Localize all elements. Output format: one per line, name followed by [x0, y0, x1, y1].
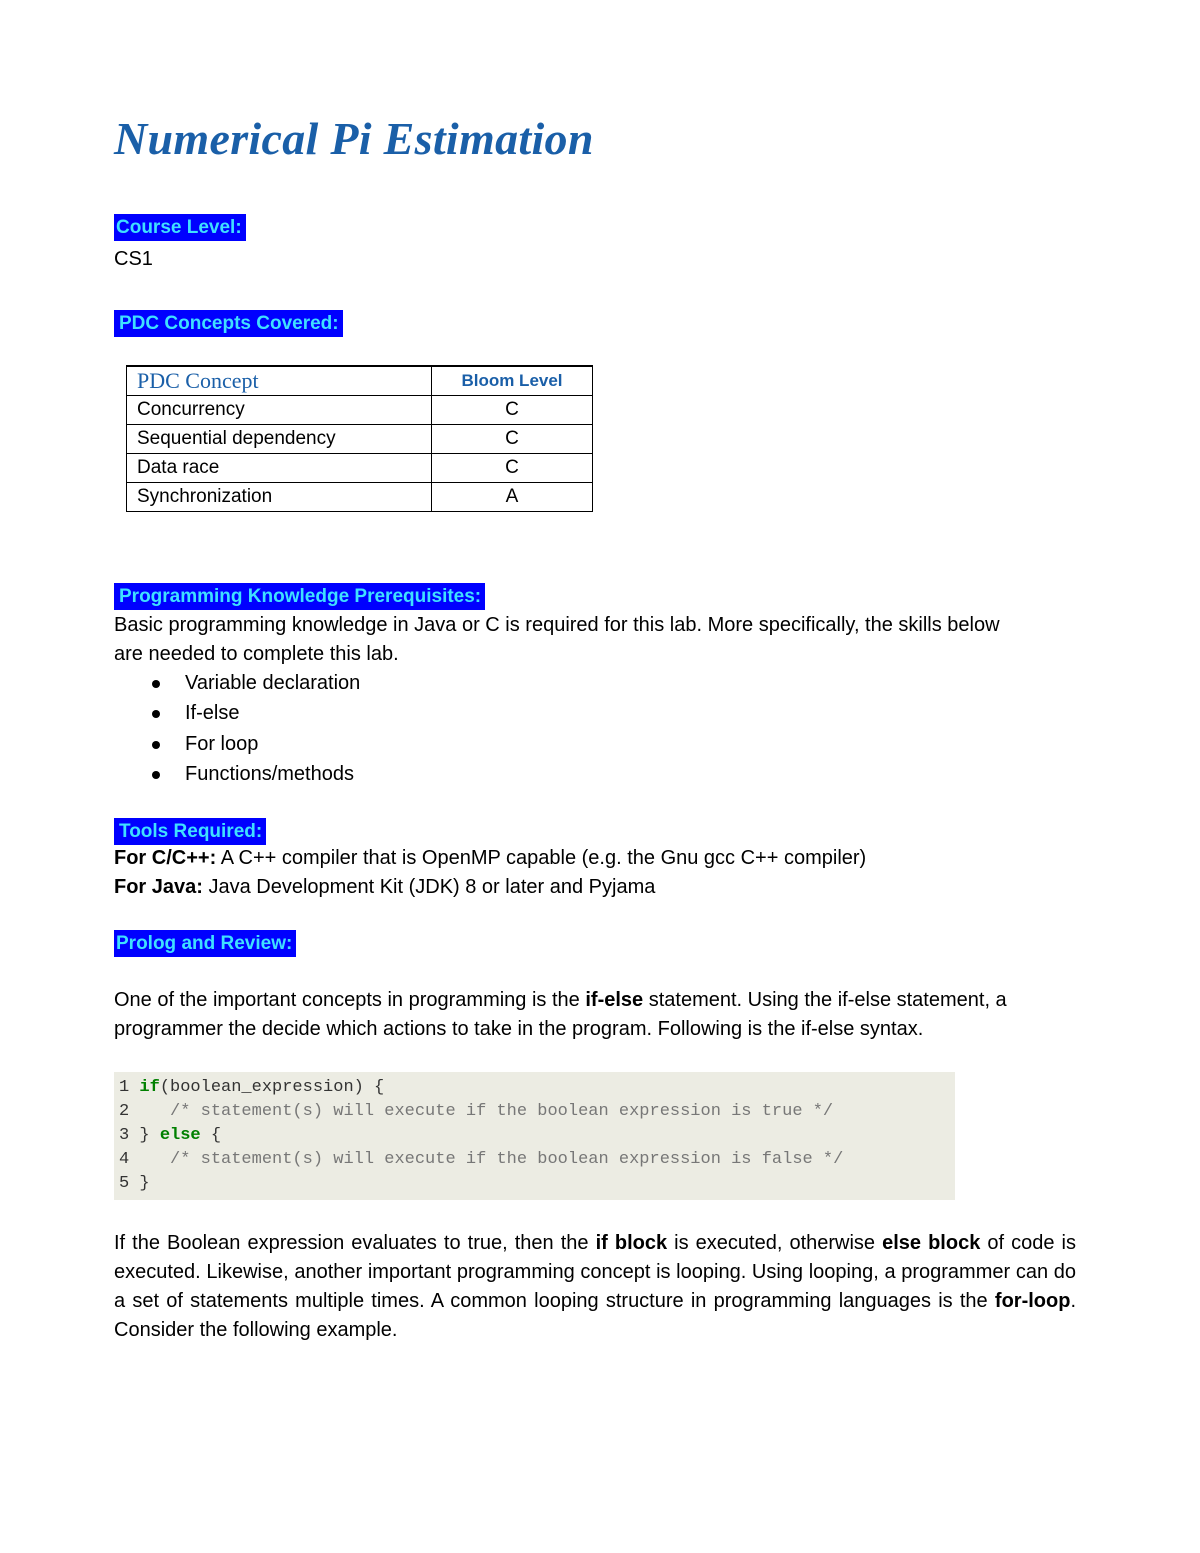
tools-c-label: For C/C++: [114, 847, 217, 869]
column-header-concept: PDC Concept [127, 366, 432, 396]
bloom-cell: C [432, 396, 593, 425]
p1-text-a: One of the important concepts in programming is the [114, 989, 586, 1011]
code-line: 2 /* statement(s) will execute if the boolean expression is true */ [119, 1102, 834, 1121]
skills-list [114, 668, 360, 789]
prolog-paragraph-1 [114, 986, 1076, 1044]
tools-list [114, 844, 866, 902]
list-item-label: Variable declaration [185, 672, 361, 694]
tools-java-line [114, 873, 866, 902]
tools-java-text: Java Development Kit (JDK) 8 or later and Pyjama [202, 876, 656, 898]
bloom-cell: A [432, 483, 593, 512]
prereq-line-2: are needed to complete this lab. [114, 643, 399, 665]
table-row [127, 396, 593, 425]
concept-cell: Data race [127, 454, 432, 483]
tools-c-line [114, 844, 866, 873]
p2-text-else-block: else block [882, 1232, 981, 1254]
list-item [114, 668, 360, 698]
pdc-heading: PDC Concepts Covered: [114, 310, 343, 337]
prereq-heading: Programming Knowledge Prerequisites: [114, 583, 485, 610]
code-line: 3 } else { [119, 1126, 222, 1145]
bullet-icon [152, 771, 160, 779]
list-item-label: If-else [185, 702, 240, 725]
course-level-heading: Course Level: [114, 214, 246, 241]
list-item [114, 698, 360, 728]
table-row [127, 425, 593, 454]
concept-cell: Synchronization [127, 483, 432, 512]
code-line: 1 if(boolean_expression) { [119, 1078, 385, 1097]
concept-cell: Concurrency [127, 396, 432, 425]
prereq-line-1: Basic programming knowledge in Java or C is required for this lab. More specifically, the skills below [114, 614, 1000, 636]
table-header-row [127, 366, 593, 396]
bloom-cell: C [432, 425, 593, 454]
list-item-label: For loop [185, 732, 259, 755]
pdc-concepts-table [126, 365, 593, 512]
code-block [114, 1072, 955, 1200]
code-line: 5 } [119, 1174, 150, 1193]
concept-cell: Sequential dependency [127, 425, 432, 454]
tools-c-text: A C++ compiler that is OpenMP capable (e.g. the Gnu gcc C++ compiler) [216, 847, 867, 869]
column-header-bloom: Bloom Level [432, 366, 593, 396]
course-level-value: CS1 [114, 248, 153, 270]
bloom-cell: C [432, 454, 593, 483]
list-item [114, 759, 360, 789]
p1-text-c: statement. Using the if-else statement, a programmer the decide which actions to take in the program. Following is the if-else syntax. [114, 989, 1007, 1040]
prolog-heading: Prolog and Review: [114, 930, 296, 957]
bullet-icon [152, 680, 160, 688]
p1-text-bold: if-else [585, 989, 644, 1011]
tools-heading: Tools Required: [114, 818, 266, 845]
p2-text-g: . Consider the following example. [114, 1290, 1076, 1341]
code-line: 4 /* statement(s) will execute if the boolean expression is false */ [119, 1150, 844, 1169]
p2-text-e: of code is executed. Likewise, another important programming concept is looping. Using looping, a programmer can do a set of statements multiple times. A common looping structure in programming languages is the [114, 1232, 1076, 1312]
tools-java-label: For Java: [114, 876, 203, 898]
bullet-icon [152, 710, 160, 718]
p2-text-if-block: if block [595, 1232, 668, 1254]
p2-text-a: If the Boolean expression evaluates to true, then the [114, 1232, 596, 1254]
p2-text-c: is executed, otherwise [667, 1232, 883, 1254]
bullet-icon [152, 741, 160, 749]
list-item-label: Functions/methods [185, 762, 354, 785]
table-row [127, 454, 593, 483]
p2-text-for-loop: for-loop [994, 1290, 1071, 1312]
page-title: Numerical Pi Estimation [114, 113, 594, 164]
table-row [127, 483, 593, 512]
prolog-paragraph-2 [114, 1229, 1076, 1345]
list-item [114, 729, 360, 759]
